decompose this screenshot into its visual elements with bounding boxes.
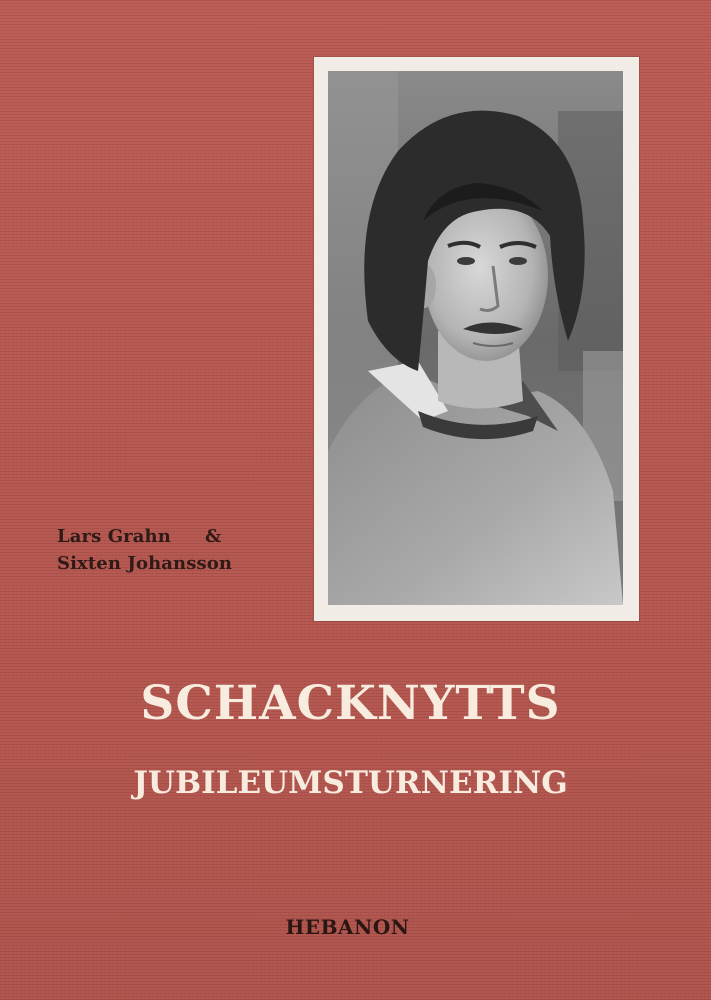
publisher-name: HEBANON: [285, 915, 410, 939]
book-subtitle: JUBILEUMSTURNERING: [133, 765, 568, 801]
author-ampersand: &: [205, 526, 222, 547]
photo-frame: [314, 57, 639, 621]
author-name: Sixten Johansson: [57, 553, 233, 574]
author-portrait-photo: [328, 71, 623, 605]
book-title: SCHACKNYTTS: [140, 676, 561, 731]
author-name: Lars Grahn: [57, 526, 171, 547]
